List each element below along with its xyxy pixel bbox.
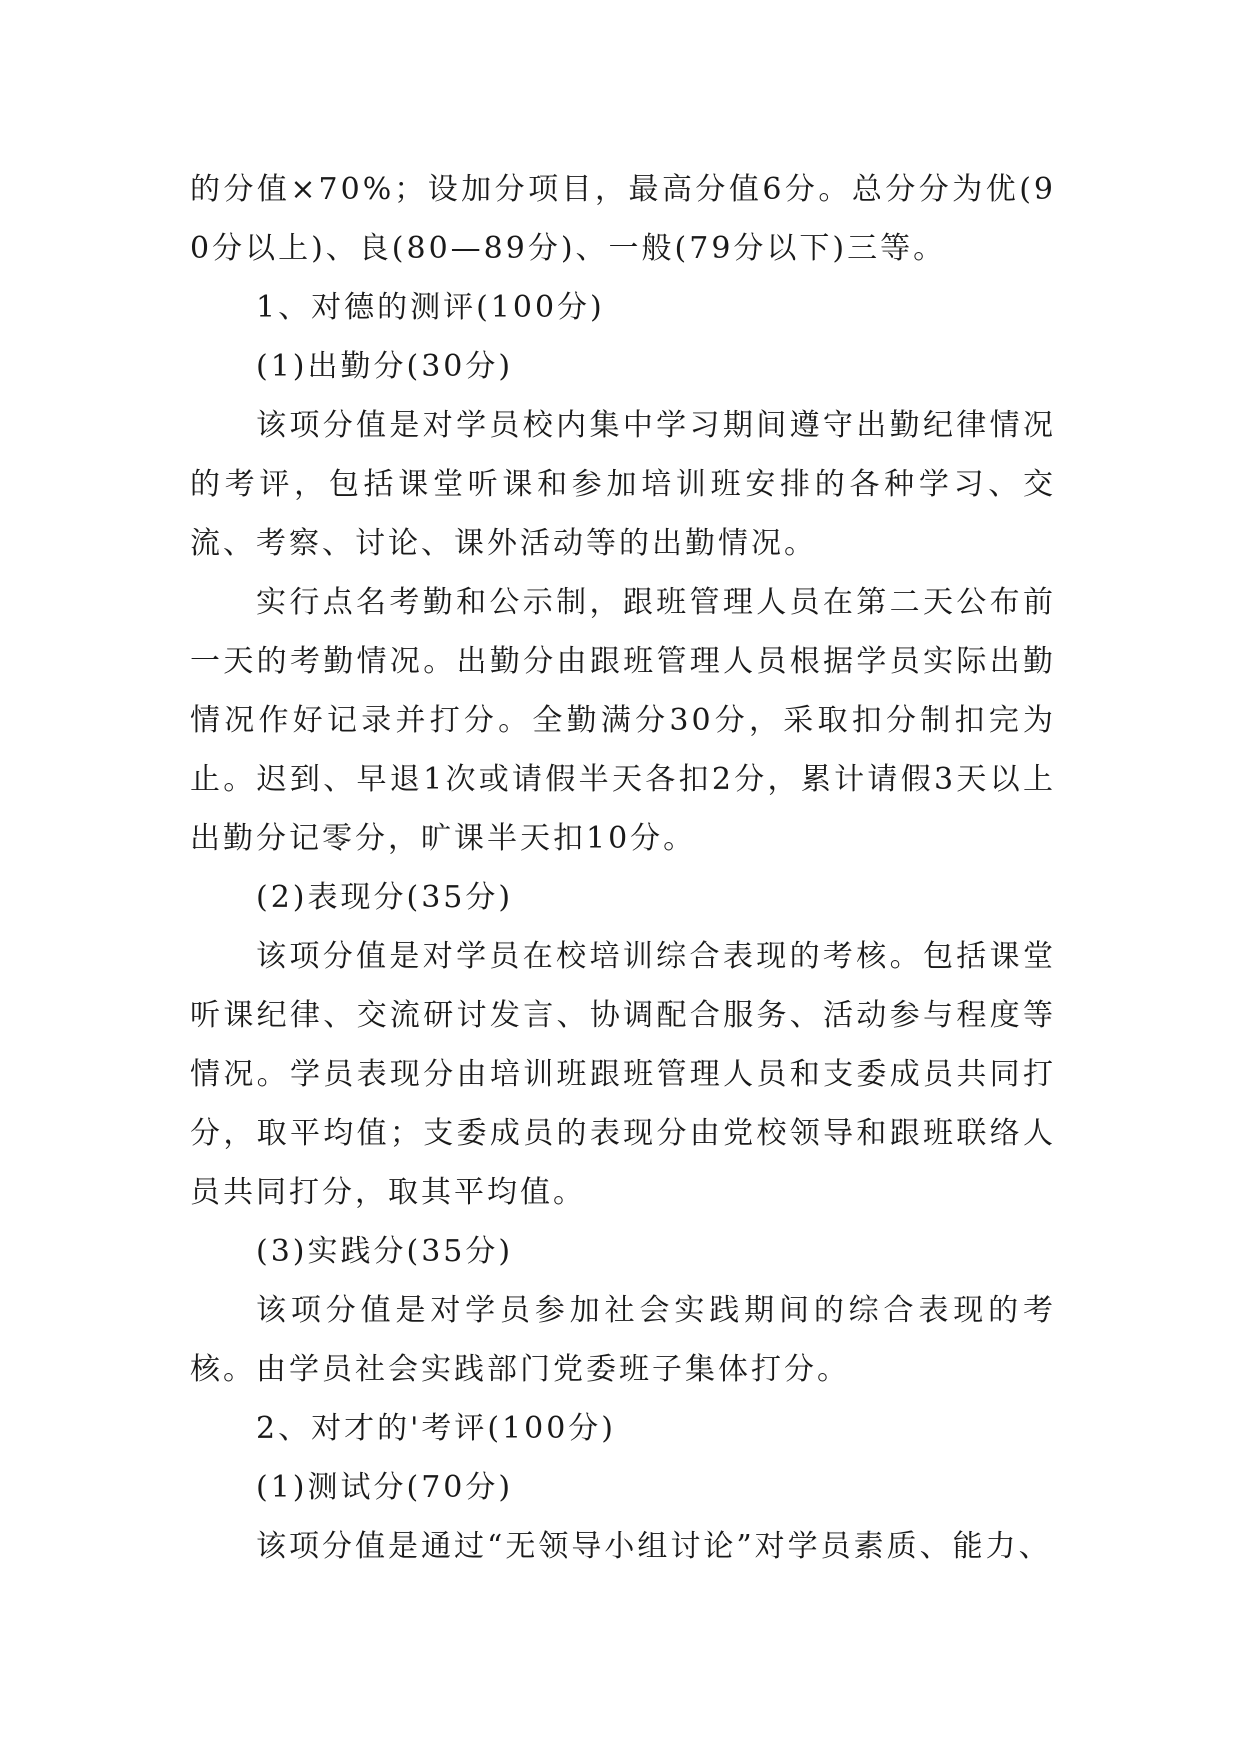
heading-moral-evaluation: 1、对德的测评(100分) [256, 290, 605, 325]
document-body [190, 160, 1056, 1576]
paragraph-scoring-summary: 的分值×70%；设加分项目，最高分值6分。总分分为优(90分以上)、良(80—89分)、一般(79分以下)三等。 [190, 172, 1056, 266]
paragraph-test-definition: 该项分值是通过“无领导小组讨论”对学员素质、能力、 [256, 1529, 1052, 1564]
heading-practice-score: (3)实践分(35分) [256, 1234, 514, 1269]
paragraph-practice-definition: 该项分值是对学员参加社会实践期间的综合表现的考核。由学员社会实践部门党委班子集体打分。 [190, 1293, 1056, 1387]
heading-test-score: (1)测试分(70分) [256, 1470, 514, 1505]
heading-performance-score: (2)表现分(35分) [256, 880, 514, 915]
paragraph-attendance-definition: 该项分值是对学员校内集中学习期间遵守出勤纪律情况的考评，包括课堂听课和参加培训班安排的各种学习、交流、考察、讨论、课外活动等的出勤情况。 [190, 408, 1056, 561]
heading-talent-evaluation: 2、对才的'考评(100分) [256, 1411, 617, 1446]
paragraph-performance-definition: 该项分值是对学员在校培训综合表现的考核。包括课堂听课纪律、交流研讨发言、协调配合服务、活动参与程度等情况。学员表现分由培训班跟班管理人员和支委成员共同打分，取平均值；支委成员的表现分由党校领导和跟班联络人员共同打分，取其平均值。 [190, 939, 1056, 1210]
paragraph-attendance-rules: 实行点名考勤和公示制，跟班管理人员在第二天公布前一天的考勤情况。出勤分由跟班管理人员根据学员实际出勤情况作好记录并打分。全勤满分30分，采取扣分制扣完为止。迟到、早退1次或请假半天各扣2分，累计请假3天以上出勤分记零分，旷课半天扣10分。 [190, 585, 1056, 856]
heading-attendance-score: (1)出勤分(30分) [256, 349, 514, 384]
